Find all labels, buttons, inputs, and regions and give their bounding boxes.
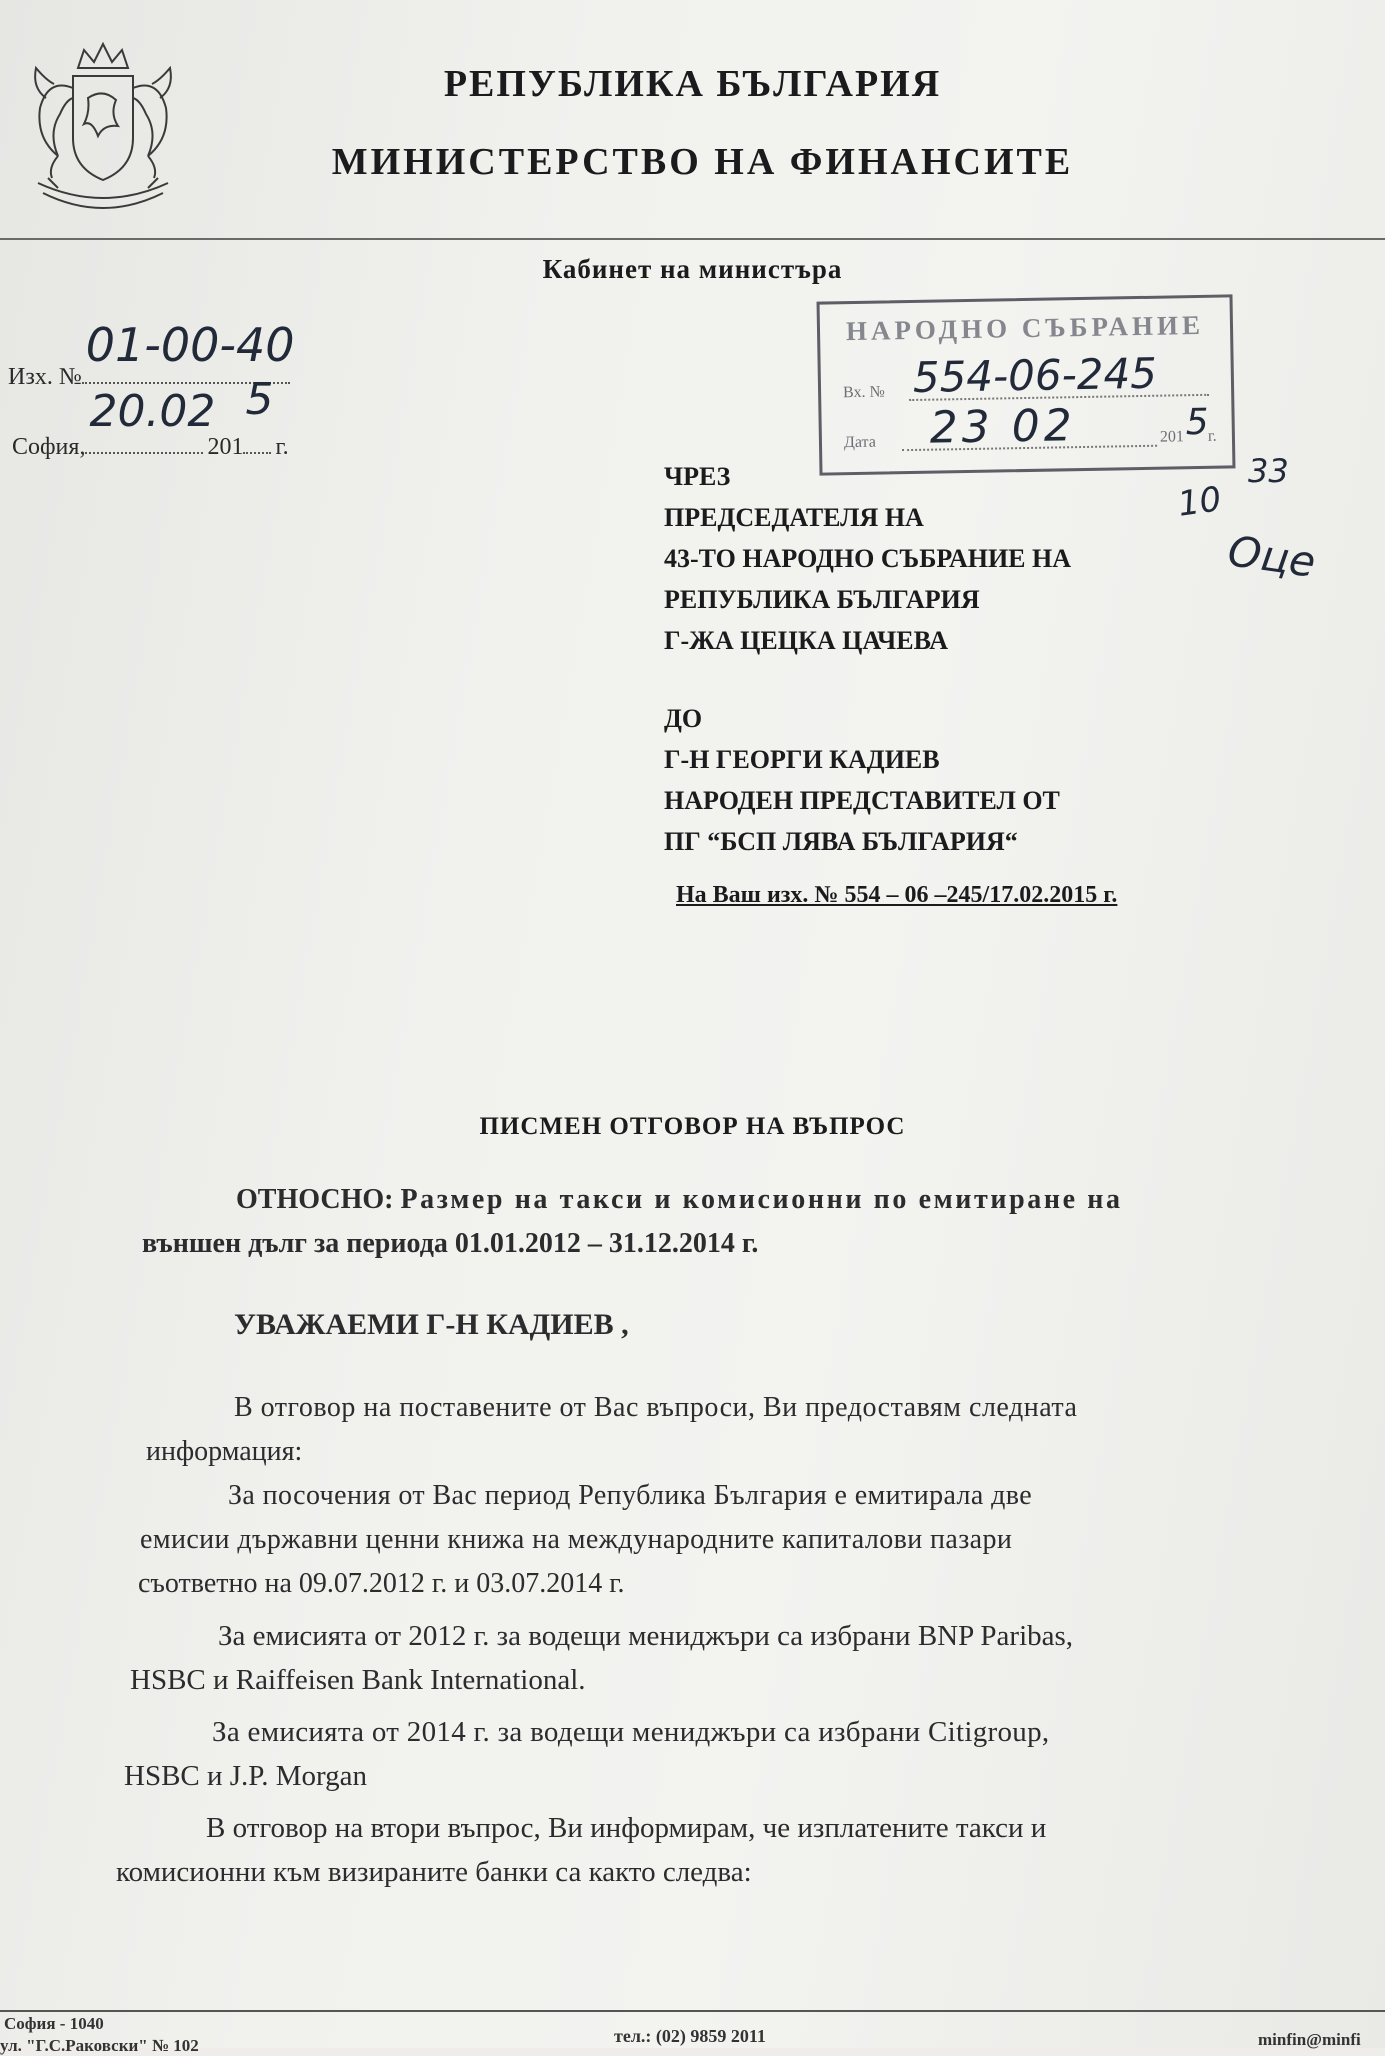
registration-stamp	[817, 294, 1236, 475]
stamp-incoming-label: Вх. №	[842, 383, 885, 402]
footer-city: София - 1040	[4, 2014, 104, 2033]
paragraph-line: В отговор на поставените от Вас въпроси, Ви предоставям следната	[234, 1392, 1078, 1423]
stamp-incoming-value: 554-06-245	[912, 348, 1158, 402]
stamp-date-value: 23 02	[929, 400, 1077, 454]
via-line: ПРЕДСЕДАТЕЛЯ НА	[664, 503, 924, 532]
outgoing-year-prefix: 201	[207, 434, 244, 460]
footer-divider	[0, 2010, 1385, 2012]
via-line: 43-ТО НАРОДНО СЪБРАНИЕ НА	[664, 544, 1072, 573]
subject-text-1: Размер на такси и комисионни по емитиране на	[400, 1184, 1123, 1215]
outgoing-date-value: 20.02	[89, 386, 216, 437]
paragraph-line: HSBC и Raiffeisen Bank International.	[130, 1664, 586, 1696]
coat-of-arms-icon	[18, 28, 188, 233]
header-cabinet: Кабинет на министъра	[542, 254, 843, 284]
stamp-year-prefix: 201	[1159, 428, 1185, 446]
paragraph-line: комисионни към визираните банки са както следва:	[116, 1856, 752, 1888]
stamp-time-minute: 33	[1248, 452, 1289, 490]
paragraph-line: За посочения от Вас период Република България е емитирала две	[228, 1480, 1033, 1511]
footer-email: minfin@minfi	[1258, 2030, 1361, 2049]
outgoing-city-label: София,	[12, 434, 86, 460]
stamp-title: НАРОДНО СЪБРАНИЕ	[845, 309, 1205, 347]
recipient-line: ДО	[664, 704, 703, 733]
stamp-time-hour: 10	[1175, 479, 1224, 525]
paragraph-line: За емисията от 2012 г. за водещи мениджъри са избрани BNP Paribas,	[218, 1620, 1074, 1652]
subject-line-2: външен дълг за периода 01.01.2012 – 31.12.2014 г.	[142, 1228, 759, 1259]
subject-line-1	[236, 1184, 1123, 1216]
stamp-year-unit: г.	[1207, 427, 1217, 445]
via-address-block	[664, 456, 1071, 661]
paragraph-line: За емисията от 2014 г. за водещи мениджъри са избрани Citigroup,	[212, 1716, 1050, 1748]
recipient-line: НАРОДЕН ПРЕДСТАВИТЕЛ ОТ	[664, 786, 1060, 815]
reference-number: На Ваш изх. № 554 – 06 –245/17.02.2015 г.	[676, 882, 1118, 908]
outgoing-year-unit: г.	[275, 434, 289, 460]
outgoing-date-line	[85, 386, 216, 454]
subject-label: ОТНОСНО:	[236, 1184, 394, 1215]
paragraph-line: съответно на 09.07.2012 г. и 03.07.2014 г.	[138, 1568, 625, 1599]
outgoing-number-label: Изх. №	[8, 364, 82, 390]
outgoing-year-line	[243, 374, 274, 454]
paragraph-line: емисии държавни ценни книжа на международните капиталови пазари	[140, 1524, 1013, 1555]
via-line: ЧРЕЗ	[664, 462, 731, 491]
outgoing-year-suffix: 5	[245, 374, 274, 425]
header-republic: РЕПУБЛИКА БЪЛГАРИЯ	[443, 63, 942, 105]
via-line: РЕПУБЛИКА БЪЛГАРИЯ	[664, 585, 980, 614]
recipient-line: Г-Н ГЕОРГИ КАДИЕВ	[664, 745, 940, 774]
paragraph-line: В отговор на втори въпрос, Ви информирам, че изплатените такси и	[206, 1812, 1047, 1844]
header-divider	[0, 238, 1385, 240]
letter-title: ПИСМЕН ОТГОВОР НА ВЪПРОС	[479, 1113, 906, 1140]
outgoing-number-value: 01-00-40	[85, 318, 295, 372]
footer-address: ул. "Г.С.Раковски" № 102	[0, 2036, 199, 2055]
footer-phone: тел.: (02) 9859 2011	[614, 2026, 766, 2046]
stamp-initials: Оце	[1225, 526, 1319, 587]
stamp-date-label: Дата	[843, 433, 877, 452]
stamp-year-suffix: 5	[1185, 401, 1209, 444]
recipient-line: ПГ “БСП ЛЯВА БЪЛГАРИЯ“	[664, 827, 1018, 856]
paragraph-line: HSBC и J.P. Morgan	[124, 1760, 368, 1792]
recipient-address-block	[664, 698, 1060, 862]
paragraph-line: информация:	[146, 1436, 303, 1467]
via-line: Г-ЖА ЦЕЦКА ЦАЧЕВА	[664, 626, 949, 655]
salutation: УВАЖАЕМИ Г-Н КАДИЕВ ,	[234, 1308, 629, 1341]
header-ministry: МИНИСТЕРСТВО НА ФИНАНСИТЕ	[331, 141, 1074, 183]
